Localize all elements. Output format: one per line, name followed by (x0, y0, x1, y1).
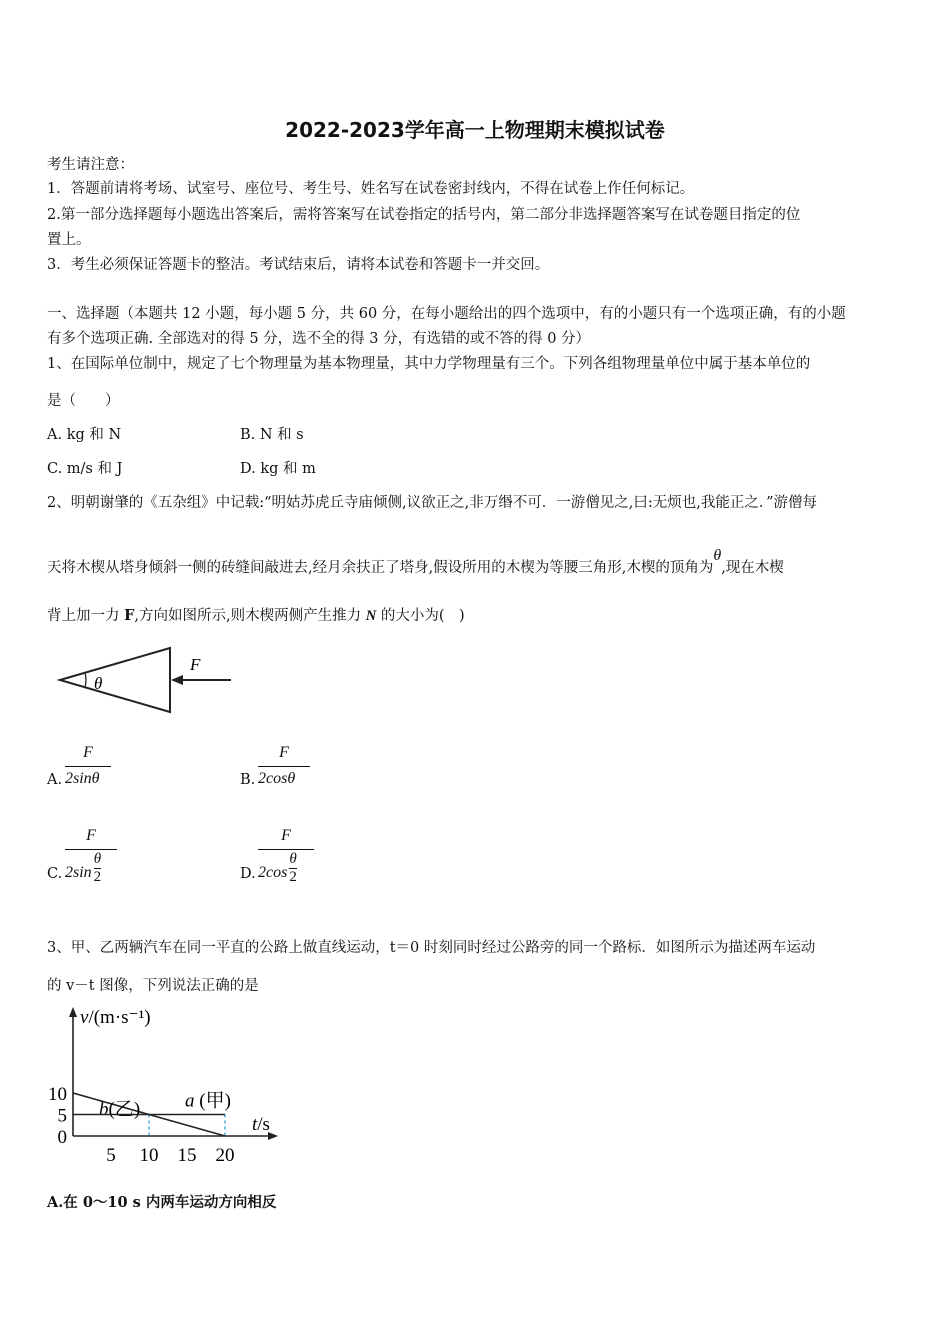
q2-option-a-fraction: F 2sinθ (65, 744, 111, 792)
q2-option-c-letter: C. (47, 866, 63, 882)
q2-stem-line2: 天将木楔从塔身倾斜一侧的砖缝间敲进去,经月余扶正了塔身,假设所用的木楔为等腰三角形,木楔的顶角为$^\theta$,现在木楔 (47, 547, 784, 576)
q1-stem-cont: 是（ ） (47, 393, 120, 409)
q2-option-d-fraction: F 2cos $\frac{\theta}{2}$ (258, 827, 314, 897)
x-axis-label: t/s (252, 1114, 270, 1135)
x-tick-label: 5 (106, 1145, 116, 1166)
y-axis-arrow (69, 1007, 77, 1017)
wedge-triangle (60, 648, 170, 712)
section-heading: 一、选择题（本题共 12 小题，每小题 5 分，共 60 分，在每小题给出的四个选项中，有的小题只有一个选项正确，有的小题 (47, 306, 846, 322)
theta-symbol: θ (713, 547, 722, 564)
force-label: F (190, 655, 201, 674)
series-label-a: a (甲) (185, 1090, 231, 1112)
angle-label: θ (94, 674, 103, 693)
q2-option-a-letter: A. (47, 772, 63, 788)
x-tick-label: 10 (139, 1145, 159, 1166)
force-arrowhead (171, 675, 183, 685)
q2-option-b-fraction: F 2cosθ (258, 744, 310, 792)
q2-option-b-letter: B. (240, 772, 256, 788)
q2-option-d-letter: D. (240, 866, 256, 882)
q3-stem: 3、甲、乙两辆汽车在同一平直的公路上做直线运动，t＝0 时刻同时经过公路旁的同一个路标．如图所示为描述两车运动 (47, 940, 816, 956)
q2-option-c-fraction: F 2sin $\frac{\theta}{2}$ (65, 827, 117, 897)
section-heading-cont: 有多个选项正确. 全部选对的得 5 分，选不全的得 3 分，有选错的或不答的得 0 分） (47, 331, 591, 347)
x-tick-label: 15 (177, 1145, 197, 1166)
q2-stem: 2、明朝谢肇的《五杂组》中记载:“明姑苏虎丘寺庙倾侧,议欲正之,非万缗不可．一游僧见之,曰:无烦也,我能正之．”游僧每 (47, 495, 818, 511)
notice-item-2: 2.第一部分选择题每小题选出答案后，需将答案写在试卷指定的括号内，第二部分非选择题答案写在试卷题目指定的位 (47, 207, 801, 223)
q2-stem-line3: 背上加一力 F,方向如图所示,则木楔两侧产生推力 N 的大小为( ) (47, 607, 465, 624)
notice-heading: 考生请注意： (47, 157, 134, 173)
q3-option-a: A.在 0～10 s 内两车运动方向相反 (47, 1194, 277, 1211)
page-title: 2022-2023学年高一上物理期末模拟试卷 (285, 118, 665, 142)
notice-item-3: 3．考生必须保证答题卡的整洁。考试结束后，请将本试卷和答题卡一并交回。 (47, 257, 550, 273)
x-tick-label: 20 (215, 1145, 235, 1166)
q1-option-c: C. m/s 和 J (47, 461, 123, 477)
wedge-figure (45, 642, 245, 724)
y-tick-label: 10 (48, 1084, 67, 1105)
y-tick-label: 5 (57, 1105, 67, 1127)
q3-stem-cont: 的 v－t 图像，下列说法正确的是 (47, 978, 259, 994)
q1-stem: 1、在国际单位制中，规定了七个物理量为基本物理量，其中力学物理量有三个。下列各组物理量单位中属于基本单位的 (47, 356, 811, 372)
series-label-b: b(乙) (99, 1099, 141, 1120)
notice-item-1: 1．答题前请将考场、试室号、座位号、考生号、姓名写在试卷密封线内，不得在试卷上作任何标记。 (47, 181, 695, 197)
q1-option-b: B. N 和 s (240, 427, 304, 443)
y-axis-label: v/(m·s⁻¹) (80, 1007, 151, 1028)
notice-item-2-cont: 置上。 (47, 232, 91, 248)
vt-chart (40, 1003, 290, 1173)
q1-option-a: A. kg 和 N (47, 427, 122, 443)
q1-option-d: D. kg 和 m (240, 461, 316, 477)
y-tick-label: 0 (57, 1127, 67, 1148)
